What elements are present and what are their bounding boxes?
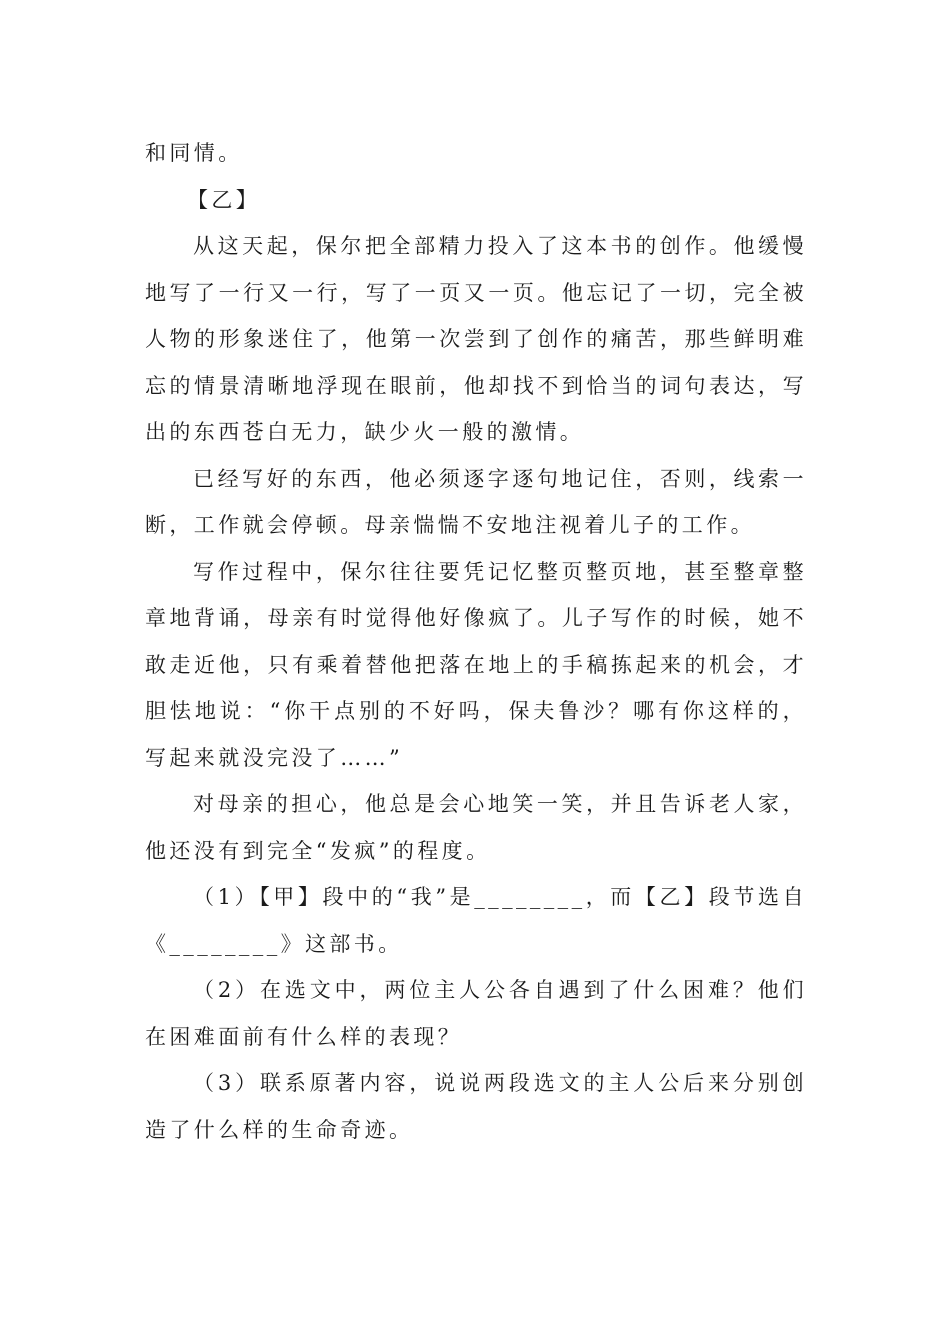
paragraph-mother-worry: 对母亲的担心，他总是会心地笑一笑，并且告诉老人家，他还没有到完全“发疯”的程度。	[145, 792, 807, 863]
paragraph-memorize: 已经写好的东西，他必须逐字逐句地记住，否则，线索一断，工作就会停顿。母亲惴惴不安地注视着儿子的工作。	[145, 466, 807, 537]
document-page	[145, 130, 807, 1153]
question-3: （3）联系原著内容，说说两段选文的主人公后来分别创造了什么样的生命奇迹。	[145, 1071, 807, 1142]
paragraph-continuation: 和同情。	[145, 141, 243, 165]
paragraph-creation: 从这天起，保尔把全部精力投入了这本书的创作。他缓慢地写了一行又一行，写了一页又一页。他忘记了一切，完全被人物的形象迷住了，他第一次尝到了创作的痛苦，那些鲜明难忘的情景清晰地浮现在眼前，他却找不到恰当的词句表达，写出的东西苍白无力，缺少火一般的激情。	[145, 234, 807, 444]
paragraph-writing-process: 写作过程中，保尔往往要凭记忆整页整页地，甚至整章整章地背诵，母亲有时觉得他好像疯了。儿子写作的时候，她不敢走近他，只有乘着替他把落在地上的手稿拣起来的机会，才胆怯地说：“你干点别的不好吗，保夫鲁沙？哪有你这样的，写起来就没完没了……”	[145, 559, 807, 770]
section-label-yi: 【乙】	[187, 187, 261, 212]
question-2: （2）在选文中，两位主人公各自遇到了什么困难？他们在困难面前有什么样的表现？	[145, 978, 807, 1049]
question-1: （1）【甲】段中的“我”是________，而【乙】段节选自《________》这部书。	[145, 885, 807, 956]
